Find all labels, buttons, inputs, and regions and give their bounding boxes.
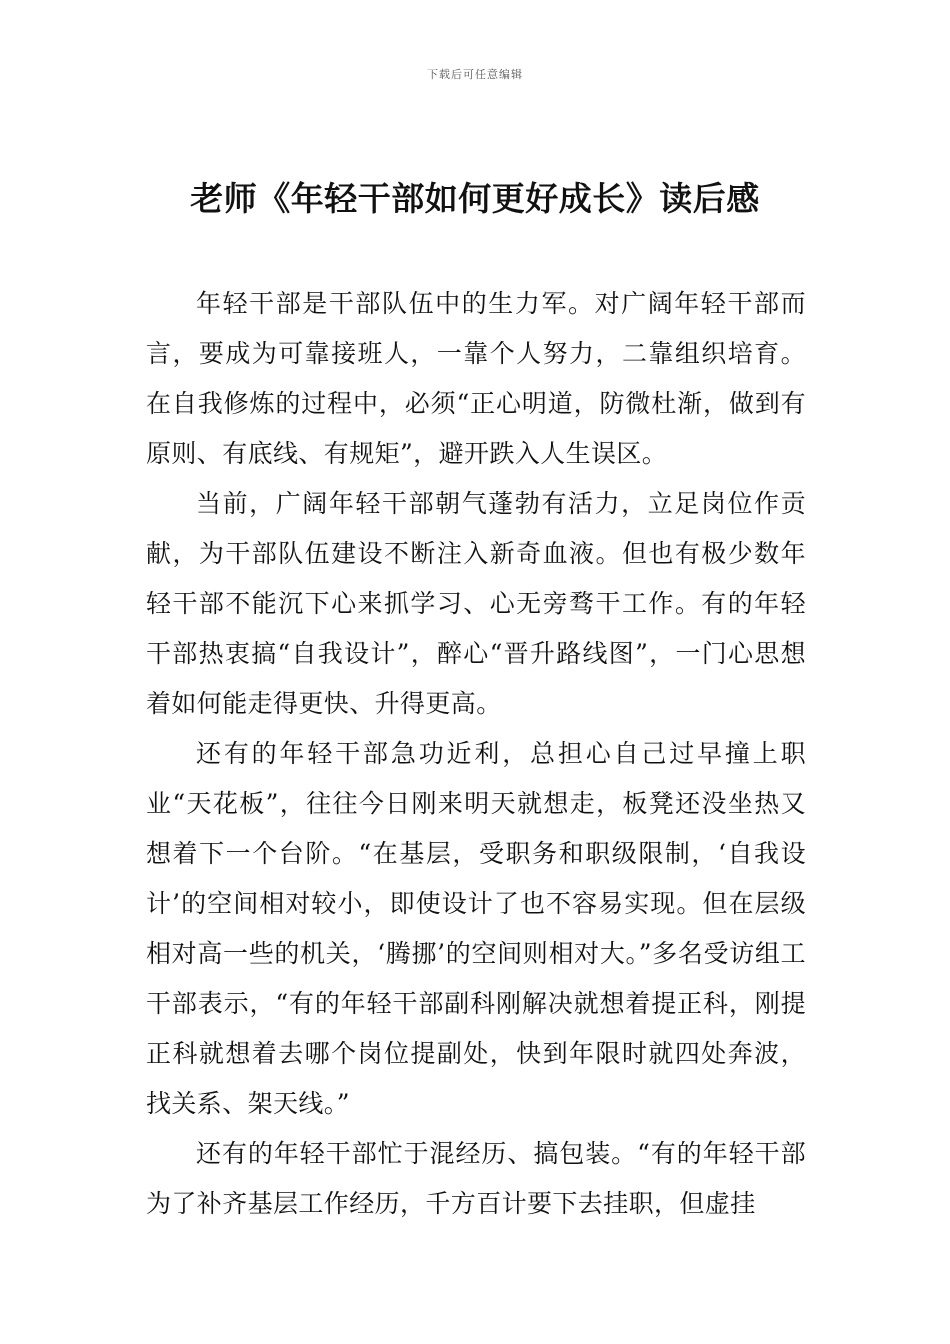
document-body — [146, 279, 806, 1229]
header-note: 下载后可任意编辑 — [427, 68, 523, 81]
paragraph-3: 还有的年轻干部急功近利，总担心自己过早撞上职业“天花板”，往往今日刚来明天就想走，板凳还没坐热又想着下一个台阶。“在基层，受职务和职级限制，‘自我设计’的空间相对较小，即使设计了也不容易实现。但在层级相对高一些的机关，‘腾挪’的空间则相对大。”多名受访组工干部表示，“有的年轻干部副科刚解决就想着提正科，刚提正科就想着去哪个岗位提副处，快到年限时就四处奔波，找关系、架天线。” — [146, 739, 806, 1118]
paragraph-2: 当前，广阔年轻干部朝气蓬勃有活力，立足岗位作贡献，为干部队伍建设不断注入新奇血液。但也有极少数年轻干部不能沉下心来抓学习、心无旁骛干工作。有的年轻干部热衷搞“自我设计”，醉心“晋升路线图”，一门心思想着如何能走得更快、升得更高。 — [146, 489, 806, 718]
document-title: 老师《年轻干部如何更好成长》读后感 — [190, 179, 760, 218]
paragraph-1: 年轻干部是干部队伍中的生力军。对广阔年轻干部而言，要成为可靠接班人，一靠个人努力，二靠组织培育。在自我修炼的过程中，必须“正心明道，防微杜渐，做到有原则、有底线、有规矩”，避开跌入人生误区。 — [146, 289, 806, 468]
paragraph-4: 还有的年轻干部忙于混经历、搞包装。“有的年轻干部为了补齐基层工作经历，千方百计要下去挂职，但虚挂 — [146, 1139, 806, 1218]
